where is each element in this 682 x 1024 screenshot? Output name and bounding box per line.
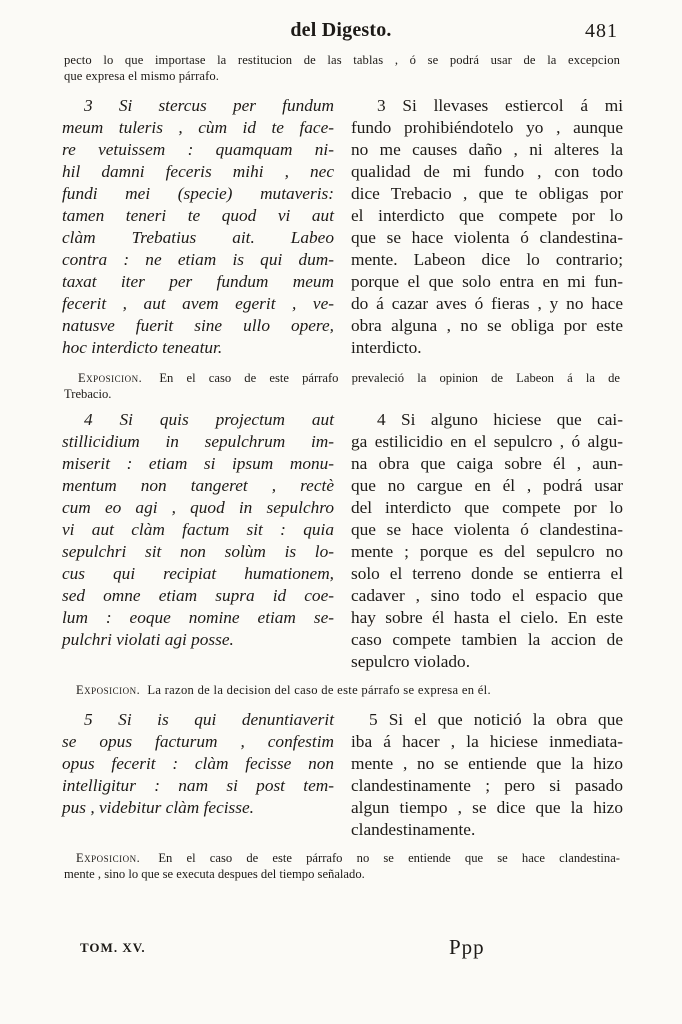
latin-line: fecerit , aut avem egerit , ve- bbox=[62, 294, 334, 313]
intro-note-line: pecto lo que importase la restitucion de las tablas , ó se podrá usar de la excepcion bbox=[64, 53, 620, 67]
exposition-line bbox=[64, 370, 620, 386]
spanish-line: que se hace violenta ó clandestina- bbox=[351, 520, 623, 539]
latin-line: intelligitur : nam si post tem- bbox=[62, 776, 334, 795]
latin-line: opus fecerit : clàm fecisse non bbox=[62, 754, 334, 773]
exposition-text: La razon de la decision del caso de este párrafo se expresa en él. bbox=[147, 683, 491, 697]
spanish-line: que no cargue en él , podrá usar bbox=[351, 476, 623, 495]
latin-line: stillicidium in sepulchrum im- bbox=[62, 432, 334, 451]
intro-note bbox=[64, 52, 620, 84]
section-3-spanish bbox=[351, 95, 623, 359]
spanish-line: 3 Si llevases estiercol á mi bbox=[377, 96, 623, 115]
volume-signature: TOM. XV. bbox=[80, 940, 146, 955]
section-5-latin bbox=[62, 709, 334, 819]
exposition-label: Exposicion. bbox=[76, 851, 141, 865]
spanish-line: porque el que solo entra en mi fun- bbox=[351, 272, 623, 291]
exposition-5 bbox=[64, 850, 620, 882]
latin-line: 5 Si is qui denuntiaverit bbox=[84, 710, 334, 729]
spanish-line: 4 Si alguno hiciese que cai- bbox=[377, 410, 623, 429]
spanish-line: fundo prohibiéndotelo yo , aunque bbox=[351, 118, 623, 137]
spanish-line: del interdicto que compete por lo bbox=[351, 498, 623, 517]
spanish-line: el interdicto que compete por lo bbox=[351, 206, 623, 225]
page-number: 481 bbox=[585, 20, 618, 42]
spanish-line: que se hace violenta ó clandestina- bbox=[351, 228, 623, 247]
latin-line: contra : ne etiam is qui dum- bbox=[62, 250, 334, 269]
running-title: del Digesto. bbox=[290, 19, 392, 41]
latin-line: clàm Trebatius ait. Labeo bbox=[62, 228, 334, 247]
latin-line: cum eo agi , quod in sepulchro bbox=[62, 498, 334, 517]
exposition-3 bbox=[64, 370, 620, 402]
latin-line: hoc interdicto teneatur. bbox=[62, 338, 223, 357]
exposition-line bbox=[64, 682, 620, 698]
spanish-line: algun tiempo , se dice que la hizo bbox=[351, 798, 623, 817]
exposition-label: Exposicion. bbox=[76, 683, 141, 697]
gathering-mark: Ppp bbox=[449, 935, 485, 959]
section-5-spanish bbox=[351, 709, 623, 841]
latin-line: tamen teneri te quod vi aut bbox=[62, 206, 334, 225]
latin-line: lum : eoque nomine etiam se- bbox=[62, 608, 334, 627]
latin-line: re vetuissem : quamquam ni- bbox=[62, 140, 334, 159]
spanish-line: hay sobre él hasta el cielo. En este bbox=[351, 608, 623, 627]
spanish-line: dice Trebacio , que te obligas por bbox=[351, 184, 623, 203]
spanish-line: sepulcro violado. bbox=[351, 652, 471, 671]
spanish-line: mente ; porque es del sepulcro no bbox=[351, 542, 623, 561]
latin-line: 4 Si quis projectum aut bbox=[84, 410, 334, 429]
exposition-text: En el caso de este párrafo no se entiende que se hace clandestina- bbox=[158, 851, 620, 865]
latin-line: se opus facturum , confestim bbox=[62, 732, 334, 751]
latin-line: vi aut clàm factum sit : quia bbox=[62, 520, 334, 539]
latin-line: mentum non tangeret , rectè bbox=[62, 476, 334, 495]
spanish-line: iba á hacer , la hiciese inmediata- bbox=[351, 732, 623, 751]
spanish-line: na obra que caiga sobre él , aun- bbox=[351, 454, 623, 473]
latin-line: pulchri violati agi posse. bbox=[62, 630, 234, 649]
latin-line: meum tuleris , cùm id te face- bbox=[62, 118, 334, 137]
exposition-line: mente , sino lo que se executa despues del tiempo señalado. bbox=[64, 867, 365, 881]
exposition-text: En el caso de este párrafo prevaleció la opinion de Labeon á la de bbox=[159, 371, 620, 385]
latin-line: cus qui recipiat humationem, bbox=[62, 564, 334, 583]
latin-line: sed omne etiam supra id coe- bbox=[62, 586, 334, 605]
latin-line: pus , videbitur clàm fecisse. bbox=[62, 798, 254, 817]
spanish-line: caso compete tambien la accion de bbox=[351, 630, 623, 649]
spanish-line: qualidad de mi fundo , con todo bbox=[351, 162, 623, 181]
spanish-line: 5 Si el que notició la obra que bbox=[369, 710, 623, 729]
spanish-line: cadaver , sino todo el espacio que bbox=[351, 586, 623, 605]
latin-line: 3 Si stercus per fundum bbox=[84, 96, 334, 115]
exposition-line bbox=[64, 850, 620, 866]
latin-line: fundi mei (specie) mutaveris: bbox=[62, 184, 334, 203]
section-3-latin bbox=[62, 95, 334, 359]
exposition-4 bbox=[64, 682, 620, 698]
spanish-line: clandestinamente ; pero si pasado bbox=[351, 776, 623, 795]
latin-line: natusve fuerit sine ullo opere, bbox=[62, 316, 334, 335]
spanish-line: obra alguna , no se obliga por este bbox=[351, 316, 623, 335]
latin-line: miserit : etiam si ipsum monu- bbox=[62, 454, 334, 473]
section-4-spanish bbox=[351, 409, 623, 673]
spanish-line: no me causes daño , ni alteres la bbox=[351, 140, 623, 159]
intro-note-line: que expresa el mismo párrafo. bbox=[64, 69, 220, 83]
spanish-line: ga estilicidio en el sepulcro , ó algu- bbox=[351, 432, 623, 451]
running-head bbox=[0, 19, 682, 47]
latin-line: hil damni feceris mihi , nec bbox=[62, 162, 334, 181]
spanish-line: mente , no se entiende que la hizo bbox=[351, 754, 623, 773]
latin-line: sepulchri sit non solùm is lo- bbox=[62, 542, 334, 561]
spanish-line: solo el terreno donde se entierra el bbox=[351, 564, 623, 583]
spanish-line: mente. Labeon dice lo contrario; bbox=[351, 250, 623, 269]
exposition-label: Exposicion. bbox=[78, 371, 143, 385]
section-4-latin bbox=[62, 409, 334, 651]
latin-line: taxat iter per fundum meum bbox=[62, 272, 334, 291]
spanish-line: interdicto. bbox=[351, 338, 422, 357]
exposition-line: Trebacio. bbox=[64, 387, 112, 401]
spanish-line: clandestinamente. bbox=[351, 820, 476, 839]
spanish-line: do á cazar aves ó fieras , y no hace bbox=[351, 294, 623, 313]
